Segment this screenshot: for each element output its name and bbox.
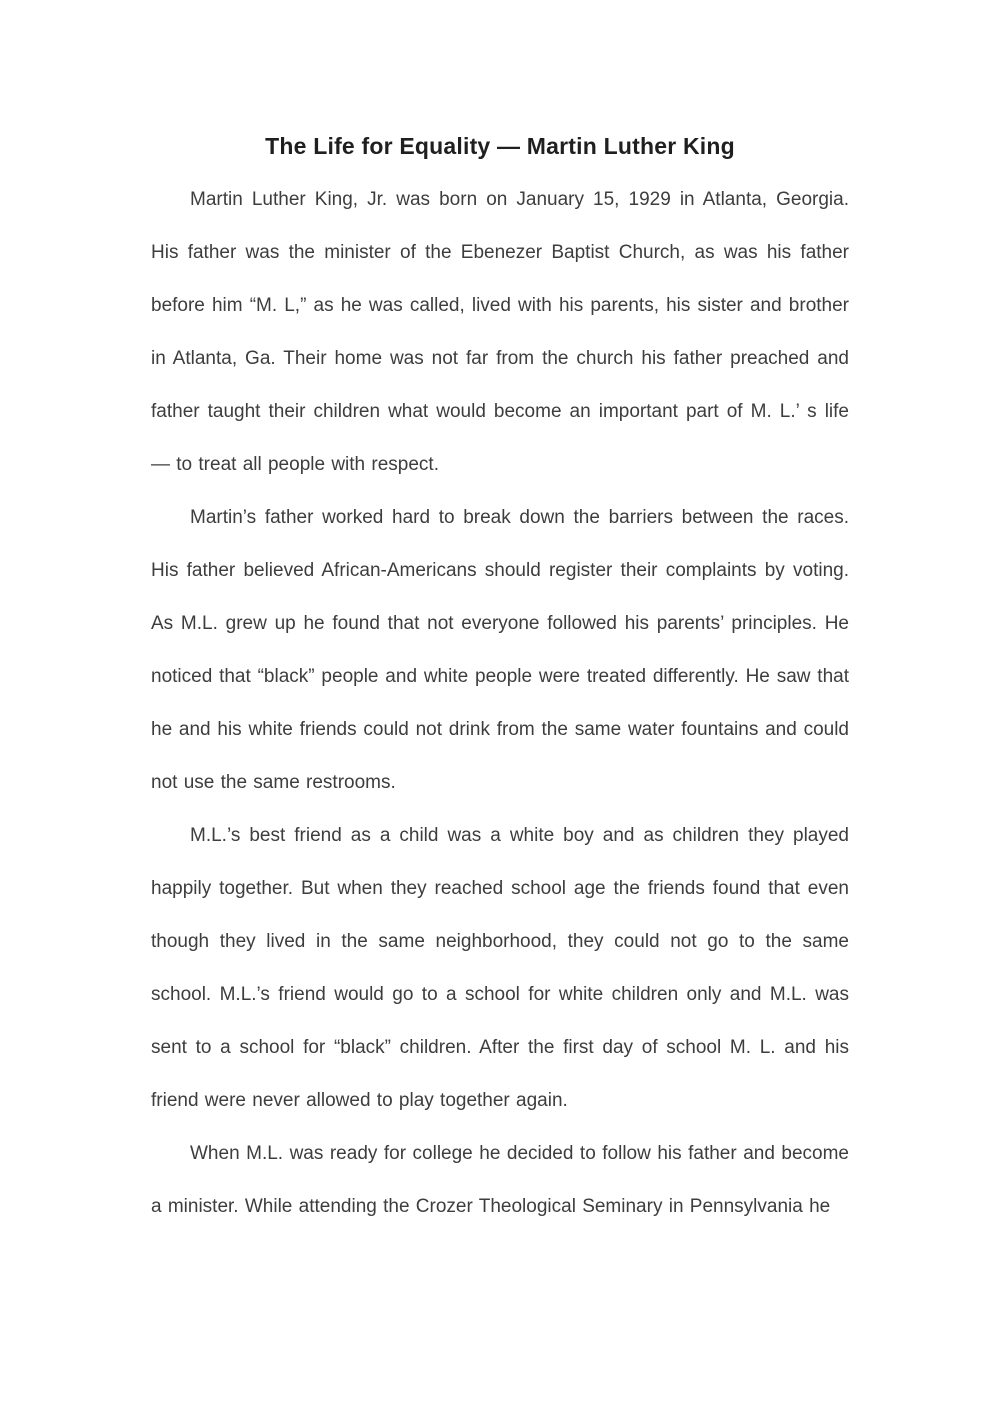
paragraph-3: M.L.’s best friend as a child was a white boy and as children they played happily together. But when they reached school age the friends found that even though they lived in the same neighborhood, they could not go to the same school. M.L.’s friend would go to a school for white children only and M.L. was sent to a school for “black” children. After the first day of school M. L. and his friend were never allowed to play together again. — [151, 825, 849, 1111]
paragraph-2: Martin’s father worked hard to break down the barriers between the races. His father believed African-Americans should register their complaints by voting. As M.L. grew up he found that not everyone followed his parents’ principles. He noticed that “black” people and white people were treated differently. He saw that he and his white friends could not drink from the same water fountains and could not use the same restrooms. — [151, 507, 849, 793]
paragraph-4: When M.L. was ready for college he decided to follow his father and become a minister. While attending the Crozer Theological Seminary in Pennsylvania he — [151, 1143, 849, 1217]
document-content — [151, 120, 849, 1233]
document-title: The Life for Equality — Martin Luther King — [265, 133, 735, 159]
paragraph-1: Martin Luther King, Jr. was born on January 15, 1929 in Atlanta, Georgia. His father was the minister of the Ebenezer Baptist Church, as was his father before him “M. L,” as he was called, lived with his parents, his sister and brother in Atlanta, Ga. Their home was not far from the church his father preached and father taught their children what would become an important part of M. L.’ s life — to treat all people with respect. — [151, 189, 849, 475]
